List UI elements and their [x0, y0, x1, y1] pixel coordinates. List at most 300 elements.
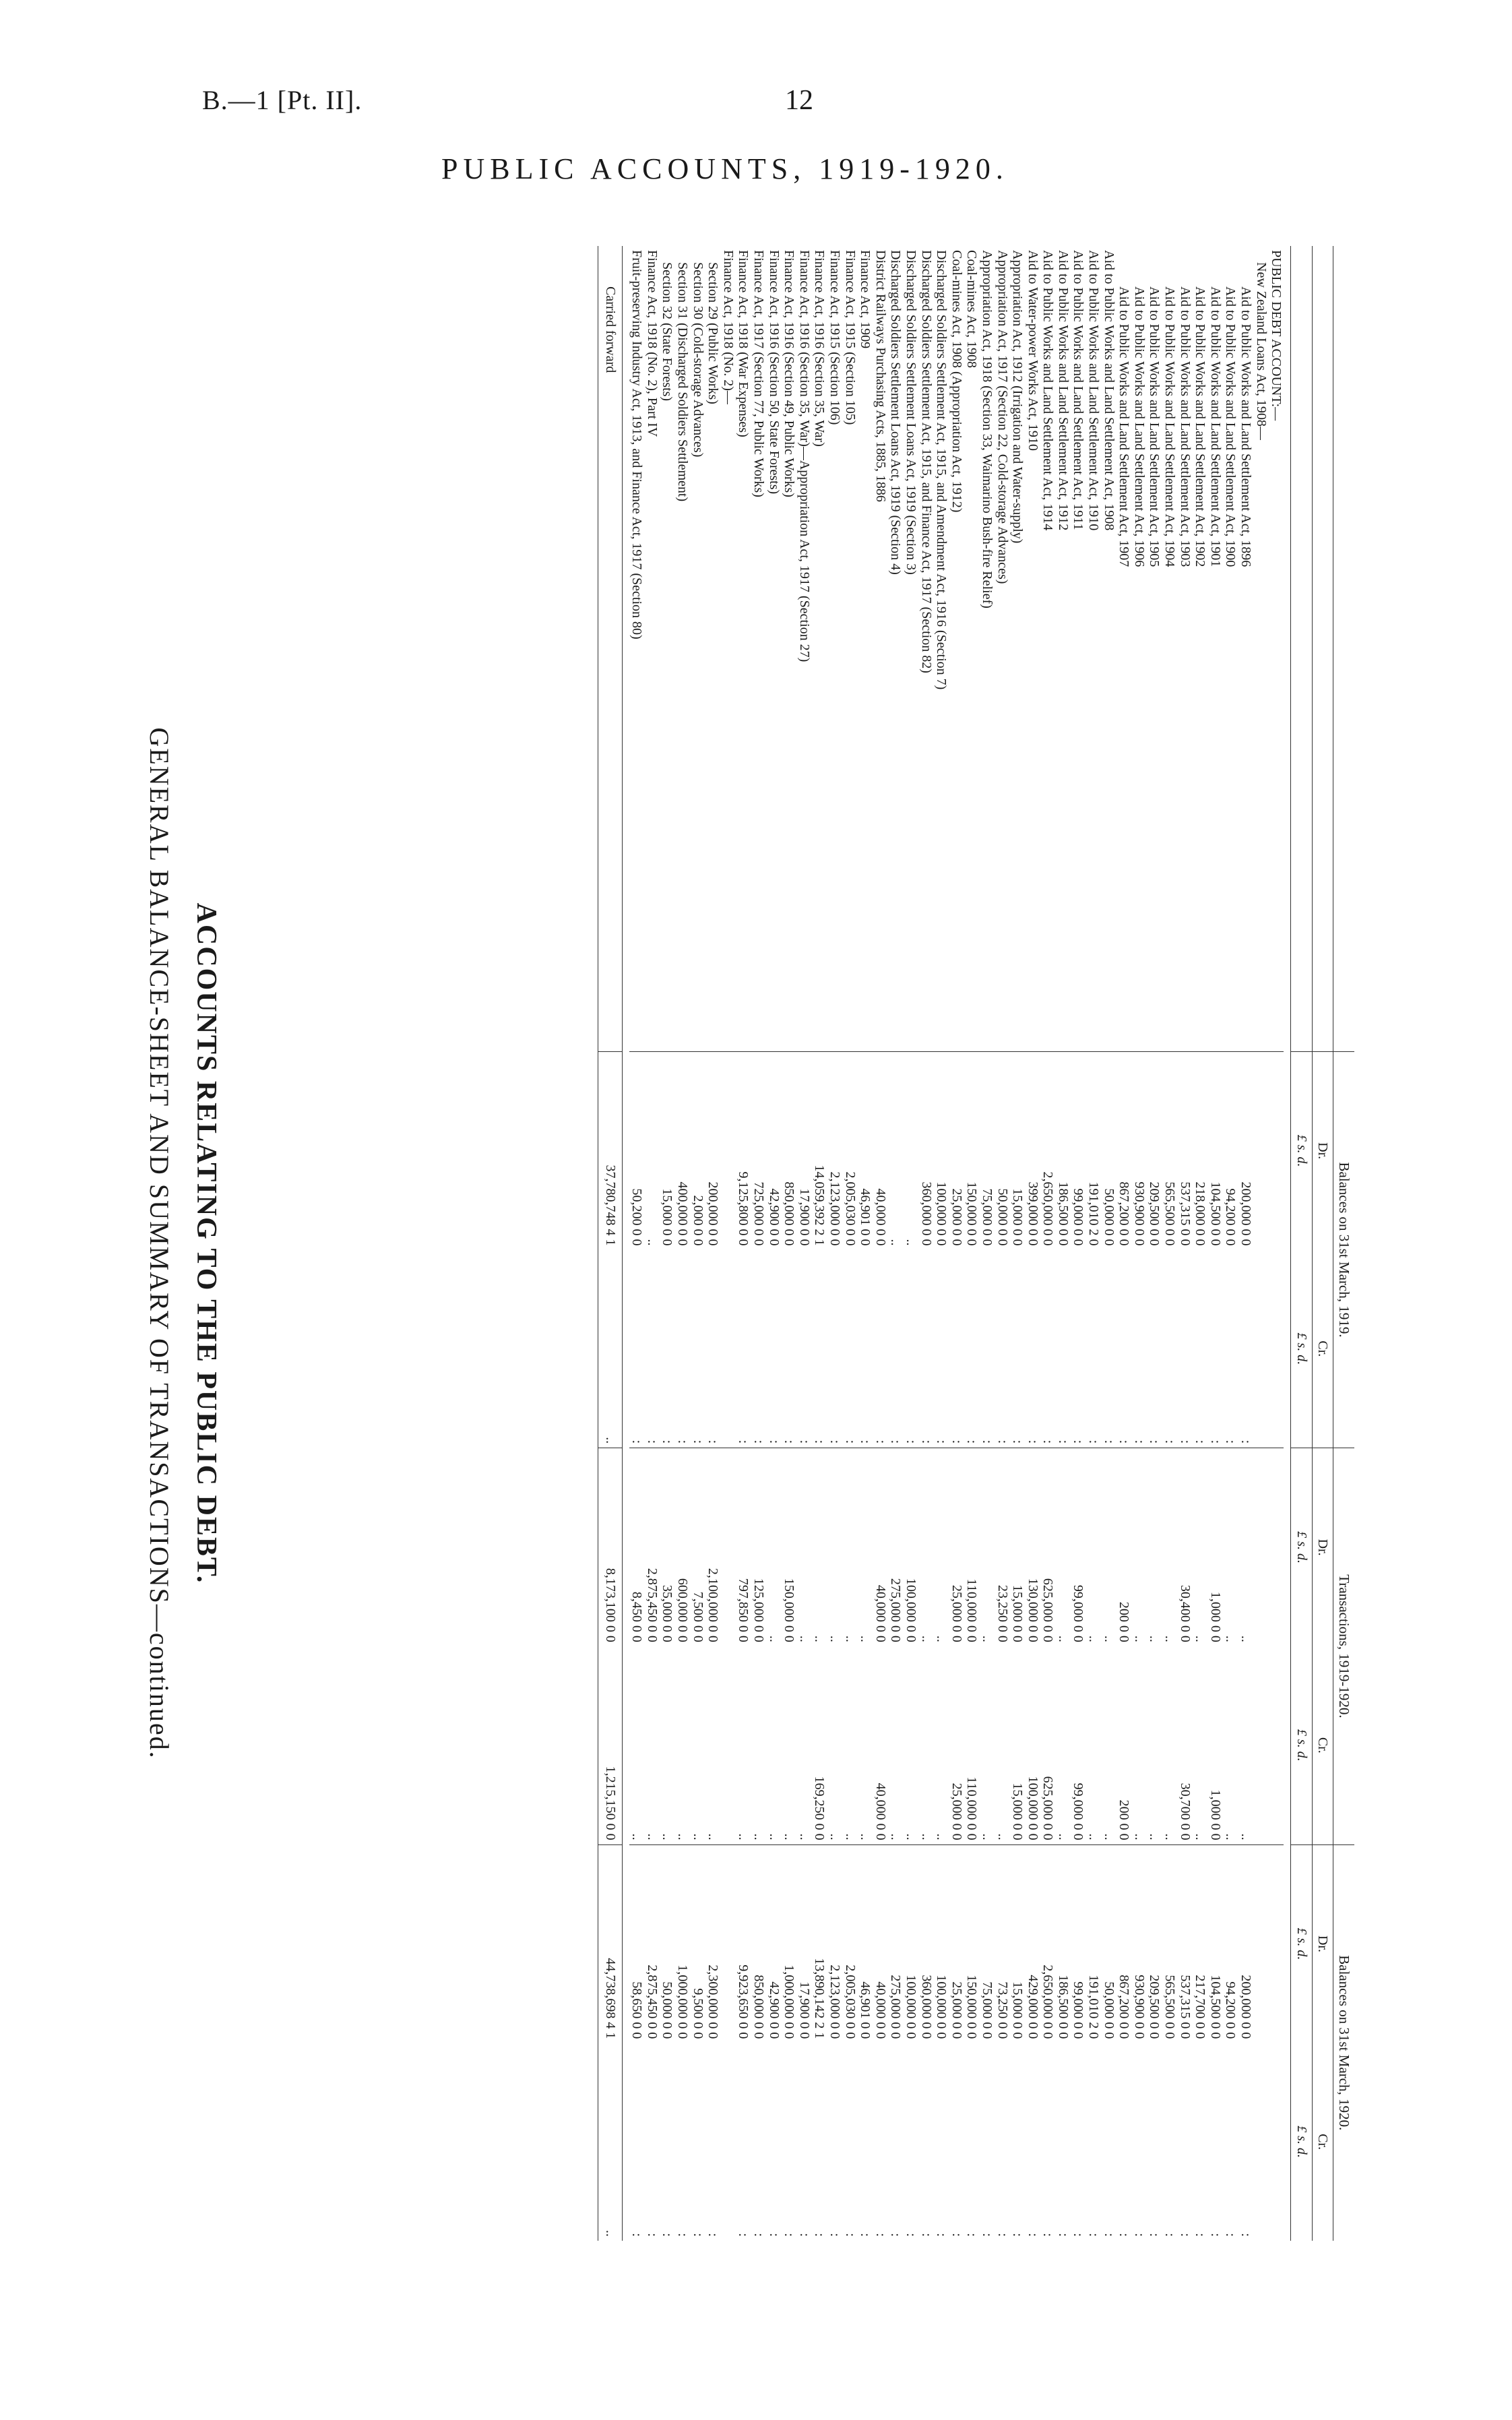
- balance-1919-dr: 218,000 0 0: [1193, 1051, 1208, 1249]
- balance-1919-cr: :: [1131, 1439, 1147, 1444]
- unit-label: £ s. d.: [1291, 1646, 1313, 1844]
- balance-1920-dr: 930,900 0 0: [1131, 1844, 1147, 2043]
- transaction-dr: 25,000 0 0: [949, 1448, 964, 1646]
- balance-1919-dr: 2,005,030 0 0: [842, 1051, 858, 1249]
- balance-1919-cr: :: [675, 1439, 691, 1444]
- balance-1919-dr: 2,000 0 0: [690, 1051, 705, 1249]
- transaction-dr: ..: [1223, 1448, 1238, 1646]
- total-balance-1919-dr: 37,780,748 4 1: [598, 1051, 623, 1249]
- transaction-cr: ..: [796, 1833, 812, 1840]
- table-row: [995, 246, 1010, 2241]
- row-label: Fruit-preserving Industry Act, 1913, and Finance Act, 1917 (Section 80): [629, 250, 645, 640]
- balance-1920-dr: 25,000 0 0: [949, 1844, 964, 2043]
- transaction-cr: ..: [1086, 1833, 1102, 1840]
- transaction-dr: 625,000 0 0: [1040, 1448, 1056, 1646]
- balance-1920-dr: 94,200 0 0: [1223, 1844, 1238, 2043]
- row-label: Aid to Public Works and Land Settlement Act, 1911: [1071, 250, 1086, 530]
- table-row: [629, 246, 645, 2241]
- unit-label: £ s. d.: [1291, 1250, 1313, 1448]
- transaction-dr: 15,000 0 0: [1010, 1448, 1026, 1646]
- balance-1919-dr: [1253, 1051, 1269, 1249]
- group-header-row: [1333, 246, 1354, 2241]
- transaction-cr: ..: [979, 1833, 995, 1840]
- balance-1920-cr: :: [782, 2233, 797, 2237]
- transaction-cr: ..: [995, 1833, 1010, 1840]
- table-row: [660, 246, 675, 2241]
- table-row: [1086, 246, 1102, 2241]
- transaction-dr: 2,875,450 0 0: [644, 1448, 660, 1646]
- balance-1920-cr: :: [629, 2233, 645, 2237]
- transaction-dr: ..: [918, 1448, 934, 1646]
- balance-1920-dr: 565,500 0 0: [1162, 1844, 1177, 2043]
- balance-1920-dr: 1,000,000 0 0: [782, 1844, 797, 2043]
- transaction-cr: ..: [1193, 1833, 1208, 1840]
- balance-1919-dr: 40,000 0 0: [873, 1051, 888, 1249]
- transaction-dr: 40,000 0 0: [873, 1448, 888, 1646]
- transaction-dr: ..: [1131, 1448, 1147, 1646]
- balance-1919-cr: :: [629, 1439, 645, 1444]
- table-row: [858, 246, 873, 2241]
- row-label: Coal-mines Act, 1908 (Appropriation Act, 1912): [949, 250, 964, 513]
- row-label: Appropriation Act, 1918 (Section 33, Waimarino Bush-fire Relief): [979, 250, 995, 609]
- row-label: Appropriation Act, 1912 (Irrigation and Water-supply): [1010, 250, 1026, 544]
- balance-1919-dr: 400,000 0 0: [674, 1051, 690, 1249]
- unit-header-row: [1291, 246, 1313, 2241]
- table-row: [1147, 246, 1162, 2241]
- balance-1919-cr: :: [796, 1439, 812, 1444]
- balance-1920-dr: 1,000,000 0 0: [674, 1844, 690, 2043]
- balance-1919-dr: 9,125,800 0 0: [736, 1051, 751, 1249]
- balance-1919-dr: 75,000 0 0: [979, 1051, 995, 1249]
- table-row: [1131, 246, 1147, 2241]
- balance-1919-cr: :: [964, 1439, 980, 1444]
- balance-1920-dr: 360,000 0 0: [918, 1844, 934, 2043]
- total-label: Carried forward: [598, 246, 623, 1051]
- transaction-cr: 30,700 0 0: [1177, 1782, 1193, 1840]
- balance-1920-dr: 2,650,000 0 0: [1040, 1844, 1056, 2043]
- balance-1920-dr: 217,700 0 0: [1193, 1844, 1208, 2043]
- balance-1919-dr: 17,900 0 0: [796, 1051, 812, 1249]
- balance-1920-cr: :: [675, 2233, 691, 2237]
- total-row: [598, 246, 623, 2241]
- transaction-cr: ..: [918, 1833, 934, 1840]
- balance-1920-dr: 50,000 0 0: [1101, 1844, 1116, 2043]
- balance-1919-cr: :: [1101, 1439, 1116, 1444]
- transaction-cr: ..: [644, 1833, 660, 1840]
- balance-1919-cr: :: [934, 1439, 949, 1444]
- balance-1920-dr: 2,875,450 0 0: [644, 1844, 660, 2043]
- balance-1919-dr: 537,315 0 0: [1177, 1051, 1193, 1249]
- transaction-cr: 15,000 0 0: [1010, 1782, 1026, 1840]
- transaction-cr: ..: [690, 1833, 705, 1840]
- transaction-dr: 8,450 0 0: [629, 1448, 645, 1646]
- row-label: Aid to Water-power Works Act, 1910: [1025, 250, 1040, 451]
- balance-1919-dr: 104,500 0 0: [1207, 1051, 1223, 1249]
- balance-1919-dr: 50,200 0 0: [629, 1051, 645, 1249]
- balance-1920-cr: :: [705, 2233, 721, 2237]
- transaction-cr: ..: [782, 1833, 797, 1840]
- balance-1919-dr: 399,000 0 0: [1025, 1051, 1040, 1249]
- balance-1919-cr: :: [751, 1439, 767, 1444]
- transaction-cr: ..: [1055, 1833, 1071, 1840]
- transaction-cr: ..: [1101, 1833, 1116, 1840]
- balance-1919-cr: [720, 1250, 736, 1448]
- sheet-title: GENERAL BALANCE-SHEET AND SUMMARY OF TRANSACTIONS—continued.: [144, 727, 175, 1760]
- table-row: [782, 246, 797, 2241]
- table-row: [1238, 246, 1253, 2241]
- table-row: [1223, 246, 1238, 2241]
- table-row: [918, 246, 934, 2241]
- transaction-cr: 169,250 0 0: [812, 1776, 827, 1840]
- balance-1919-dr: 200,000 0 0: [705, 1051, 721, 1249]
- balance-1920-dr: 2,123,000 0 0: [827, 1844, 842, 2043]
- dr-header: Dr.: [1312, 1051, 1333, 1249]
- balance-1920-dr: 200,000 0 0: [1238, 1844, 1253, 2043]
- balance-1919-cr: [1253, 1250, 1269, 1448]
- row-label: Aid to Public Works and Land Settlement Act, 1906: [1131, 286, 1147, 567]
- total-balance-1920-cr: ..: [598, 2043, 623, 2241]
- balance-1919-cr: :: [1040, 1439, 1056, 1444]
- row-label: Finance Act, 1918 (No. 2)—: [720, 250, 736, 404]
- balance-1920-dr: [720, 1844, 736, 2043]
- balance-1920-dr: 75,000 0 0: [979, 1844, 995, 2043]
- label-column-header: [1333, 246, 1354, 1051]
- balance-1919-dr: 360,000 0 0: [918, 1051, 934, 1249]
- balance-1919-cr: :: [766, 1439, 782, 1444]
- balance-1919-cr: :: [949, 1439, 964, 1444]
- total-transactions-dr: 8,173,100 0 0: [598, 1448, 623, 1646]
- unit-label: £ s. d.: [1291, 2043, 1313, 2241]
- balance-1919-cr: :: [903, 1439, 918, 1444]
- balance-1920-cr: :: [903, 2233, 918, 2237]
- transaction-dr: 100,000 0 0: [903, 1448, 918, 1646]
- page-number: 12: [785, 85, 813, 116]
- transaction-cr: ..: [675, 1833, 691, 1840]
- balance-1920-cr: :: [1010, 2233, 1026, 2237]
- transaction-dr: 150,000 0 0: [782, 1448, 797, 1646]
- balance-1920-cr: :: [736, 2233, 751, 2237]
- balance-1920-cr: :: [1207, 2233, 1223, 2237]
- transaction-dr: ..: [1101, 1448, 1116, 1646]
- balance-1920-dr: 42,900 0 0: [766, 1844, 782, 2043]
- cr-header: Cr.: [1312, 1646, 1333, 1844]
- table-row: [736, 246, 751, 2241]
- row-label: Finance Act, 1916 (Section 35, War)—Appropriation Act, 1917 (Section 27): [796, 250, 812, 662]
- balance-1919-cr: :: [1207, 1439, 1223, 1444]
- balance-1919-cr: :: [995, 1439, 1010, 1444]
- table-row: [705, 246, 721, 2241]
- balance-1920-cr: :: [995, 2233, 1010, 2237]
- balance-1919-cr: :: [873, 1439, 888, 1444]
- table-row: [1055, 246, 1071, 2241]
- row-label: Finance Act, 1909: [858, 250, 873, 349]
- balance-1919-dr: 42,900 0 0: [766, 1051, 782, 1249]
- balance-1920-dr: 275,000 0 0: [888, 1844, 904, 2043]
- table-row: [873, 246, 888, 2241]
- row-label: Aid to Public Works and Land Settlement Act, 1907: [1116, 286, 1132, 567]
- table-row: [796, 246, 812, 2241]
- balance-1919-cr: :: [1147, 1439, 1162, 1444]
- table-row: [888, 246, 904, 2241]
- balance-1920-cr: :: [979, 2233, 995, 2237]
- table-row: [690, 246, 705, 2241]
- balance-1919-cr: :: [1193, 1439, 1208, 1444]
- balance-1920-cr: :: [964, 2233, 980, 2237]
- transaction-cr: ..: [827, 1833, 842, 1840]
- balance-1920-dr: 209,500 0 0: [1147, 1844, 1162, 2043]
- balance-1919-cr: :: [660, 1439, 675, 1444]
- table-row: [1193, 246, 1208, 2241]
- dr-header: Dr.: [1312, 1844, 1333, 2043]
- row-label: Appropriation Act, 1917 (Section 22, Cold-storage Advances): [995, 250, 1010, 584]
- transaction-cr: ..: [1162, 1833, 1178, 1840]
- balance-1919-dr: 50,000 0 0: [995, 1051, 1010, 1249]
- transaction-cr: ..: [934, 1833, 949, 1840]
- group-balances-1919: Balances on 31st March, 1919.: [1333, 1051, 1354, 1448]
- balance-1920-dr: 73,250 0 0: [995, 1844, 1010, 2043]
- balance-1920-cr: :: [949, 2233, 964, 2237]
- transaction-cr: ..: [842, 1833, 858, 1840]
- transaction-dr: ..: [858, 1448, 873, 1646]
- row-label: Aid to Public Works and Land Settlement Act, 1904: [1162, 286, 1178, 567]
- balance-1919-cr: :: [1086, 1439, 1102, 1444]
- balance-1920-cr: :: [1177, 2233, 1193, 2237]
- balance-1920-dr: 50,000 0 0: [660, 1844, 675, 2043]
- balance-1919-dr: 14,059,392 2 1: [812, 1051, 827, 1249]
- balance-1920-cr: :: [888, 2233, 904, 2237]
- table-row: [1253, 246, 1269, 2241]
- table-row: [1040, 246, 1056, 2241]
- balance-1920-dr: 9,923,650 0 0: [736, 1844, 751, 2043]
- transaction-cr: ..: [1223, 1833, 1238, 1840]
- balance-1919-cr: :: [1116, 1439, 1132, 1444]
- row-label: Aid to Public Works and Land Settlement Act, 1910: [1086, 250, 1102, 531]
- balance-1920-cr: :: [858, 2233, 873, 2237]
- balance-1920-dr: 186,500 0 0: [1055, 1844, 1071, 2043]
- balance-1920-cr: :: [660, 2233, 675, 2237]
- total-transactions-cr: 1,215,150 0 0: [598, 1646, 623, 1844]
- row-label: Aid to Public Works and Land Settlement Act, 1912: [1055, 250, 1071, 531]
- transaction-dr: 797,850 0 0: [736, 1448, 751, 1646]
- balance-1919-dr: ..: [888, 1051, 904, 1249]
- balance-1920-dr: 40,000 0 0: [873, 1844, 888, 2043]
- transaction-cr: [720, 1646, 736, 1844]
- row-label: Aid to Public Works and Land Settlement Act, 1901: [1207, 286, 1223, 567]
- balance-1920-cr: :: [1071, 2233, 1086, 2237]
- page-title: PUBLIC ACCOUNTS, 1919-1920.: [441, 152, 1009, 185]
- transaction-cr: ..: [858, 1833, 873, 1840]
- row-label: Discharged Soldiers Settlement Act, 1915, and Finance Act, 1917 (Section 82): [918, 250, 934, 673]
- transaction-dr: 200 0 0: [1116, 1448, 1132, 1646]
- balance-1919-cr: :: [1238, 1439, 1254, 1444]
- cr-header: Cr.: [1312, 1250, 1333, 1448]
- unit-label: £ s. d.: [1291, 1051, 1313, 1249]
- transaction-cr: ..: [903, 1833, 918, 1840]
- balance-1919-cr: :: [736, 1439, 751, 1444]
- balance-1919-dr: 15,000 0 0: [1010, 1051, 1026, 1249]
- balance-1920-cr: :: [751, 2233, 767, 2237]
- table-row: [1177, 246, 1193, 2241]
- transaction-dr: ..: [1147, 1448, 1162, 1646]
- balance-1919-cr: :: [979, 1439, 995, 1444]
- balance-1919-cr: :: [705, 1439, 721, 1444]
- balance-1919-cr: :: [1162, 1439, 1178, 1444]
- row-label: Finance Act, 1916 (Section 35, War): [812, 250, 827, 447]
- spacer-row: [622, 246, 629, 2241]
- row-label: Aid to Public Works and Land Settlement Act, 1908: [1101, 250, 1116, 531]
- transaction-cr: ..: [888, 1833, 904, 1840]
- balance-1920-dr: 15,000 0 0: [1010, 1844, 1026, 2043]
- table-row: [812, 246, 827, 2241]
- balance-1920-dr: 100,000 0 0: [934, 1844, 949, 2043]
- row-label: Aid to Public Works and Land Settlement Act, 1902: [1193, 286, 1208, 567]
- transaction-cr: ..: [766, 1833, 782, 1840]
- transaction-dr: 23,250 0 0: [995, 1448, 1010, 1646]
- sheet-subtitle: ACCOUNTS RELATING TO THE PUBLIC DEBT.: [191, 902, 222, 1584]
- balance-1920-cr: :: [1086, 2233, 1102, 2237]
- balance-1919-dr: 94,200 0 0: [1223, 1051, 1238, 1249]
- transaction-dr: ..: [1162, 1448, 1177, 1646]
- transaction-cr: 25,000 0 0: [949, 1782, 964, 1840]
- balance-1919-dr: [720, 1051, 736, 1249]
- row-label: Coal-mines Act, 1908: [964, 250, 980, 368]
- balance-1919-cr: :: [1223, 1439, 1238, 1444]
- transaction-cr: ..: [1131, 1833, 1147, 1840]
- row-label: Finance Act, 1915 (Section 105): [842, 250, 858, 425]
- balance-1920-cr: :: [842, 2233, 858, 2237]
- table-row: [842, 246, 858, 2241]
- balance-1919-dr: 850,000 0 0: [782, 1051, 797, 1249]
- balance-1919-dr: 186,500 0 0: [1055, 1051, 1071, 1249]
- total-balance-1920-dr: 44,738,698 4 1: [598, 1844, 623, 2043]
- balance-1920-dr: 9,500 0 0: [690, 1844, 705, 2043]
- balance-1920-cr: :: [1223, 2233, 1238, 2237]
- balance-1920-cr: :: [873, 2233, 888, 2237]
- balance-1920-dr: [1253, 1844, 1269, 2043]
- blank-header: [1312, 246, 1333, 1051]
- balance-1920-cr: :: [1238, 2233, 1254, 2237]
- balance-1920-dr: 2,300,000 0 0: [705, 1844, 721, 2043]
- balance-1920-cr: :: [918, 2233, 934, 2237]
- cr-header: Cr.: [1312, 2043, 1333, 2241]
- balance-1919-dr: 150,000 0 0: [964, 1051, 980, 1249]
- balance-1920-dr: 17,900 0 0: [796, 1844, 812, 2043]
- transaction-dr: ..: [842, 1448, 858, 1646]
- balance-1919-dr: 200,000 0 0: [1238, 1051, 1253, 1249]
- table-row: [674, 246, 690, 2241]
- balance-1919-cr: :: [827, 1439, 842, 1444]
- balance-1920-cr: :: [827, 2233, 842, 2237]
- transaction-dr: ..: [1193, 1448, 1208, 1646]
- balance-1920-dr: 537,315 0 0: [1177, 1844, 1193, 2043]
- balance-1920-dr: 429,000 0 0: [1025, 1844, 1040, 2043]
- unit-label: £ s. d.: [1291, 1448, 1313, 1646]
- balance-1920-cr: :: [1025, 2233, 1040, 2237]
- transaction-dr: 30,400 0 0: [1177, 1448, 1193, 1646]
- balance-1919-dr: 46,901 0 0: [858, 1051, 873, 1249]
- transaction-dr: ..: [1238, 1448, 1253, 1646]
- row-label: Finance Act, 1918 (War Expenses): [736, 250, 751, 437]
- balance-1920-cr: :: [1055, 2233, 1071, 2237]
- transaction-dr: 1,000 0 0: [1207, 1448, 1223, 1646]
- balance-1919-dr: 867,200 0 0: [1116, 1051, 1132, 1249]
- row-label: Aid to Public Works and Land Settlement Act, 1905: [1147, 286, 1162, 567]
- balance-1920-cr: :: [1116, 2233, 1132, 2237]
- balance-1920-dr: 150,000 0 0: [964, 1844, 980, 2043]
- row-label: New Zealand Loans Act, 1908—: [1253, 262, 1269, 440]
- balance-1919-cr: :: [690, 1439, 705, 1444]
- balance-1920-dr: 867,200 0 0: [1116, 1844, 1132, 2043]
- table-row: [644, 246, 660, 2241]
- transaction-dr: ..: [934, 1448, 949, 1646]
- table-row: [766, 246, 782, 2241]
- row-label: Discharged Soldiers Settlement Loans Act, 1919 (Section 3): [903, 250, 918, 575]
- transaction-cr: 200 0 0: [1116, 1799, 1132, 1840]
- transaction-cr: ..: [629, 1833, 645, 1840]
- transaction-dr: 275,000 0 0: [888, 1448, 904, 1646]
- balance-1920-cr: :: [812, 2233, 827, 2237]
- table-row: [751, 246, 766, 2241]
- table-row: [1116, 246, 1132, 2241]
- transaction-cr: ..: [1238, 1833, 1254, 1840]
- balance-1919-dr: 565,500 0 0: [1162, 1051, 1177, 1249]
- balance-1920-dr: 104,500 0 0: [1207, 1844, 1223, 2043]
- balance-1919-cr: :: [1177, 1439, 1193, 1444]
- table-row: [1162, 246, 1177, 2241]
- balance-1919-dr: ..: [644, 1051, 660, 1249]
- transaction-cr: 40,000 0 0: [873, 1782, 888, 1840]
- balance-1920-cr: [1253, 2043, 1269, 2241]
- balance-1920-dr: 100,000 0 0: [903, 1844, 918, 2043]
- table-row: [1025, 246, 1040, 2241]
- row-label: Aid to Public Works and Land Settlement Act, 1903: [1177, 286, 1193, 567]
- transaction-cr: 110,000 0 0: [964, 1776, 980, 1840]
- row-label: Section 29 (Public Works): [705, 262, 721, 404]
- table-row: [720, 246, 736, 2241]
- balance-1920-cr: :: [1040, 2233, 1056, 2237]
- balance-1920-cr: :: [766, 2233, 782, 2237]
- balance-1920-cr: :: [644, 2233, 660, 2237]
- transaction-dr: ..: [1086, 1448, 1102, 1646]
- transaction-dr: 130,000 0 0: [1025, 1448, 1040, 1646]
- transaction-dr: ..: [812, 1448, 827, 1646]
- row-label: Finance Act, 1918 (No. 2), Part IV: [644, 250, 660, 437]
- balance-1919-cr: :: [644, 1439, 660, 1444]
- transaction-cr: ..: [705, 1833, 721, 1840]
- transaction-cr: 99,000 0 0: [1071, 1782, 1086, 1840]
- transaction-cr: 100,000 0 0: [1025, 1776, 1040, 1840]
- transaction-dr: 7,500 0 0: [690, 1448, 705, 1646]
- balance-1919-dr: 99,000 0 0: [1071, 1051, 1086, 1249]
- row-label: Section 30 (Cold-storage Advances): [690, 262, 705, 458]
- transaction-dr: ..: [1055, 1448, 1071, 1646]
- balance-1920-cr: :: [1101, 2233, 1116, 2237]
- transaction-cr: 1,000 0 0: [1207, 1789, 1223, 1840]
- transaction-cr: [1253, 1646, 1269, 1844]
- balance-1919-cr: :: [842, 1439, 858, 1444]
- document-reference: B.—1 [Pt. II].: [202, 85, 363, 115]
- balance-1919-dr: 209,500 0 0: [1147, 1051, 1162, 1249]
- balance-1920-cr: :: [796, 2233, 812, 2237]
- balance-1919-dr: 2,650,000 0 0: [1040, 1051, 1056, 1249]
- balance-1919-dr: 100,000 0 0: [934, 1051, 949, 1249]
- balance-1919-cr: :: [812, 1439, 827, 1444]
- balance-1920-cr: :: [1147, 2233, 1162, 2237]
- public-debt-table: [598, 246, 1354, 2241]
- dr-header: Dr.: [1312, 1448, 1333, 1646]
- balance-1920-cr: [720, 2043, 736, 2241]
- row-label: Finance Act, 1916 (Section 50, State Forests): [766, 250, 782, 495]
